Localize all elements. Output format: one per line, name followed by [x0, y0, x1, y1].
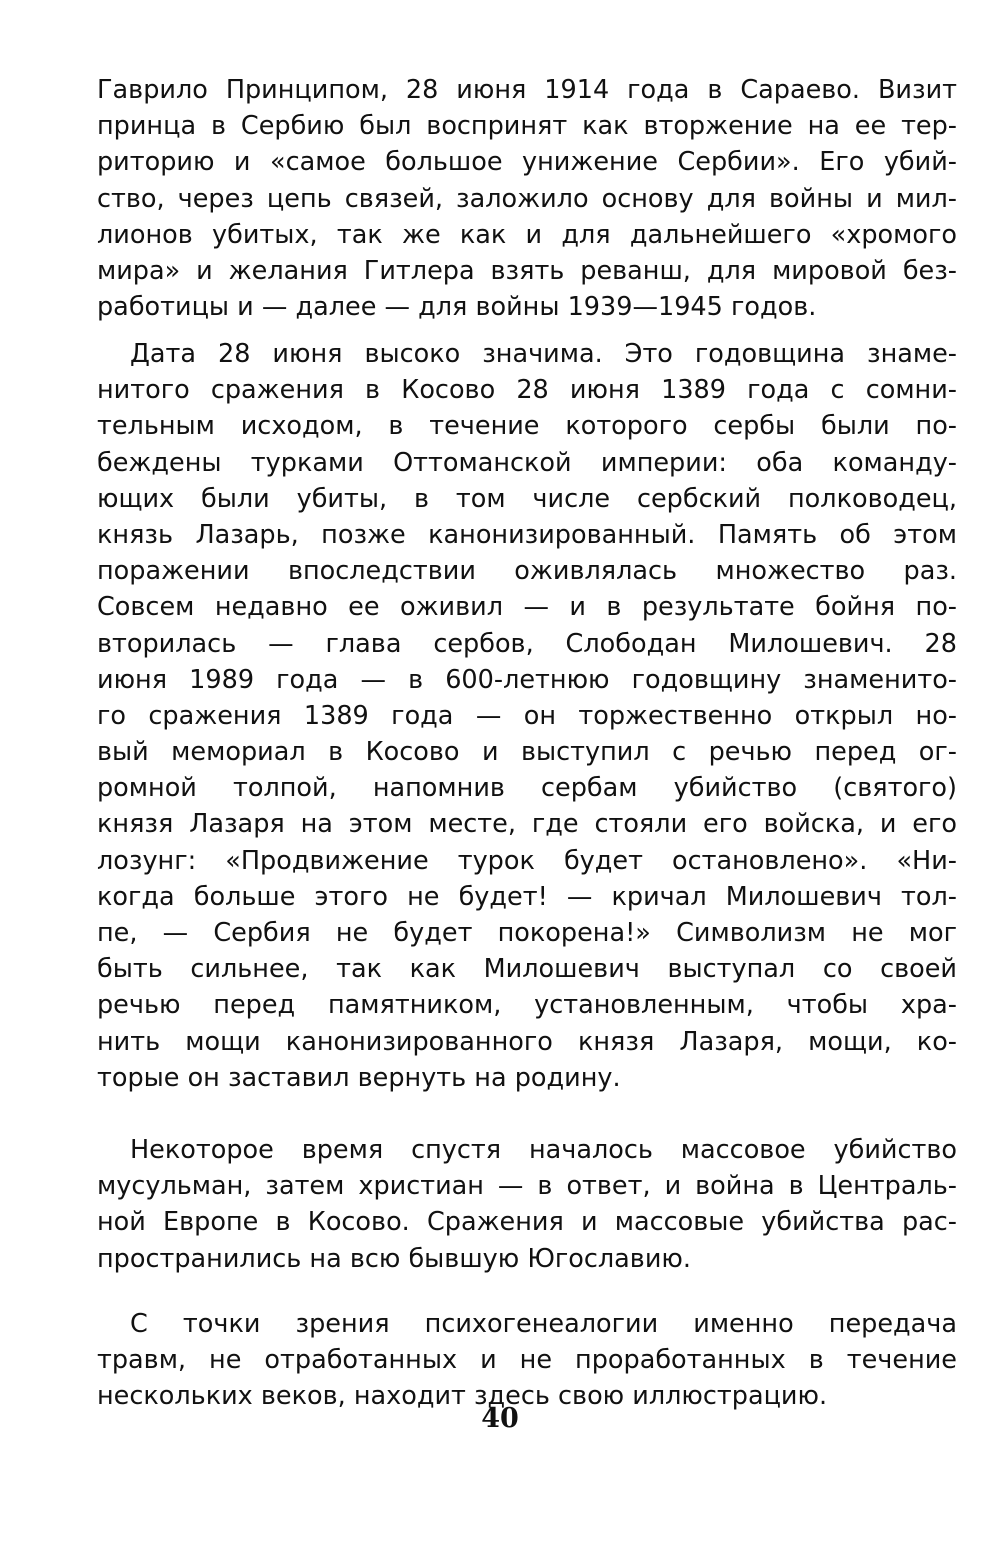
text-line: травм, не отработанных и не проработанных в течение [97, 1345, 957, 1376]
text-line: Совсем недавно ее оживил — и в результате бойня по- [97, 592, 957, 623]
text-line: торые он заставил вернуть на родину. [97, 1062, 621, 1093]
text-line: ство, через цепь связей, заложило основу для войны и мил- [97, 183, 957, 214]
paragraph-kosovo-date [97, 336, 957, 1096]
paragraph-aftermath [97, 1132, 957, 1277]
text-line: Гаврило Принципом, 28 июня 1914 года в Сараево. Визит [97, 75, 957, 105]
text-line: го сражения 1389 года — он торжественно открыл но- [97, 700, 957, 731]
text-line: пространились на всю бывшую Югославию. [97, 1243, 691, 1274]
text-line: тельным исходом, в течение которого сербы были по- [97, 411, 957, 442]
text-line: когда больше этого не будет! — кричал Милошевич тол- [97, 881, 957, 912]
text-line: князь Лазарь, позже канонизированный. Память об этом [97, 519, 957, 550]
page-number: 40 [481, 1403, 519, 1434]
paragraph-psychogenealogy [97, 1306, 957, 1415]
paragraph-continuation [97, 72, 957, 325]
text-line: нить мощи канонизированного князя Лазаря, мощи, ко- [97, 1026, 957, 1057]
text-line: ной Европе в Косово. Сражения и массовые убийства рас- [97, 1207, 957, 1238]
text-line: вторилась — глава сербов, Слободан Милошевич. 28 [97, 628, 957, 659]
text-line: мира» и желания Гитлера взять реванш, для мировой без- [97, 255, 957, 286]
text-line: риторию и «самое большое унижение Сербии». Его убий- [97, 147, 957, 178]
text-line: Дата 28 июня высоко значима. Это годовщина знаме- [130, 339, 957, 369]
text-line: лионов убитых, так же как и для дальнейшего «хромого [97, 219, 957, 250]
text-line: ющих были убиты, в том числе сербский полководец, [97, 483, 957, 514]
text-line: поражении впоследствии оживлялась множество раз. [97, 556, 957, 587]
text-line: нескольких веков, находит здесь свою иллюстрацию. [97, 1381, 828, 1412]
text-line: июня 1989 года — в 600-летнюю годовщину знаменито- [97, 664, 957, 695]
text-line: речью перед памятником, установленным, чтобы хра- [97, 990, 957, 1021]
text-line: мусульман, затем христиан — в ответ, и война в Централь- [97, 1171, 957, 1202]
text-line: работицы и — далее — для войны 1939—1945 годов. [97, 292, 817, 323]
text-line: князя Лазаря на этом месте, где стояли его войска, и его [97, 809, 957, 840]
text-line: нитого сражения в Косово 28 июня 1389 года с сомни- [97, 375, 957, 406]
text-line: пе, — Сербия не будет покорена!» Символизм не мог [97, 918, 957, 948]
text-line: беждены турками Оттоманской империи: оба команду- [97, 447, 957, 478]
text-line: ромной толпой, напомнив сербам убийство (святого) [97, 773, 957, 804]
text-line: лозунг: «Продвижение турок будет остановлено». «Ни- [97, 845, 957, 876]
text-line: быть сильнее, так как Милошевич выступал со своей [97, 954, 957, 985]
text-line: вый мемориал в Косово и выступил с речью перед ог- [97, 737, 957, 768]
text-line: Некоторое время спустя началось массовое убийство [130, 1135, 957, 1165]
text-line: С точки зрения психогенеалогии именно передача [130, 1309, 957, 1339]
text-line: принца в Сербию был воспринят как вторжение на ее тер- [97, 111, 957, 142]
